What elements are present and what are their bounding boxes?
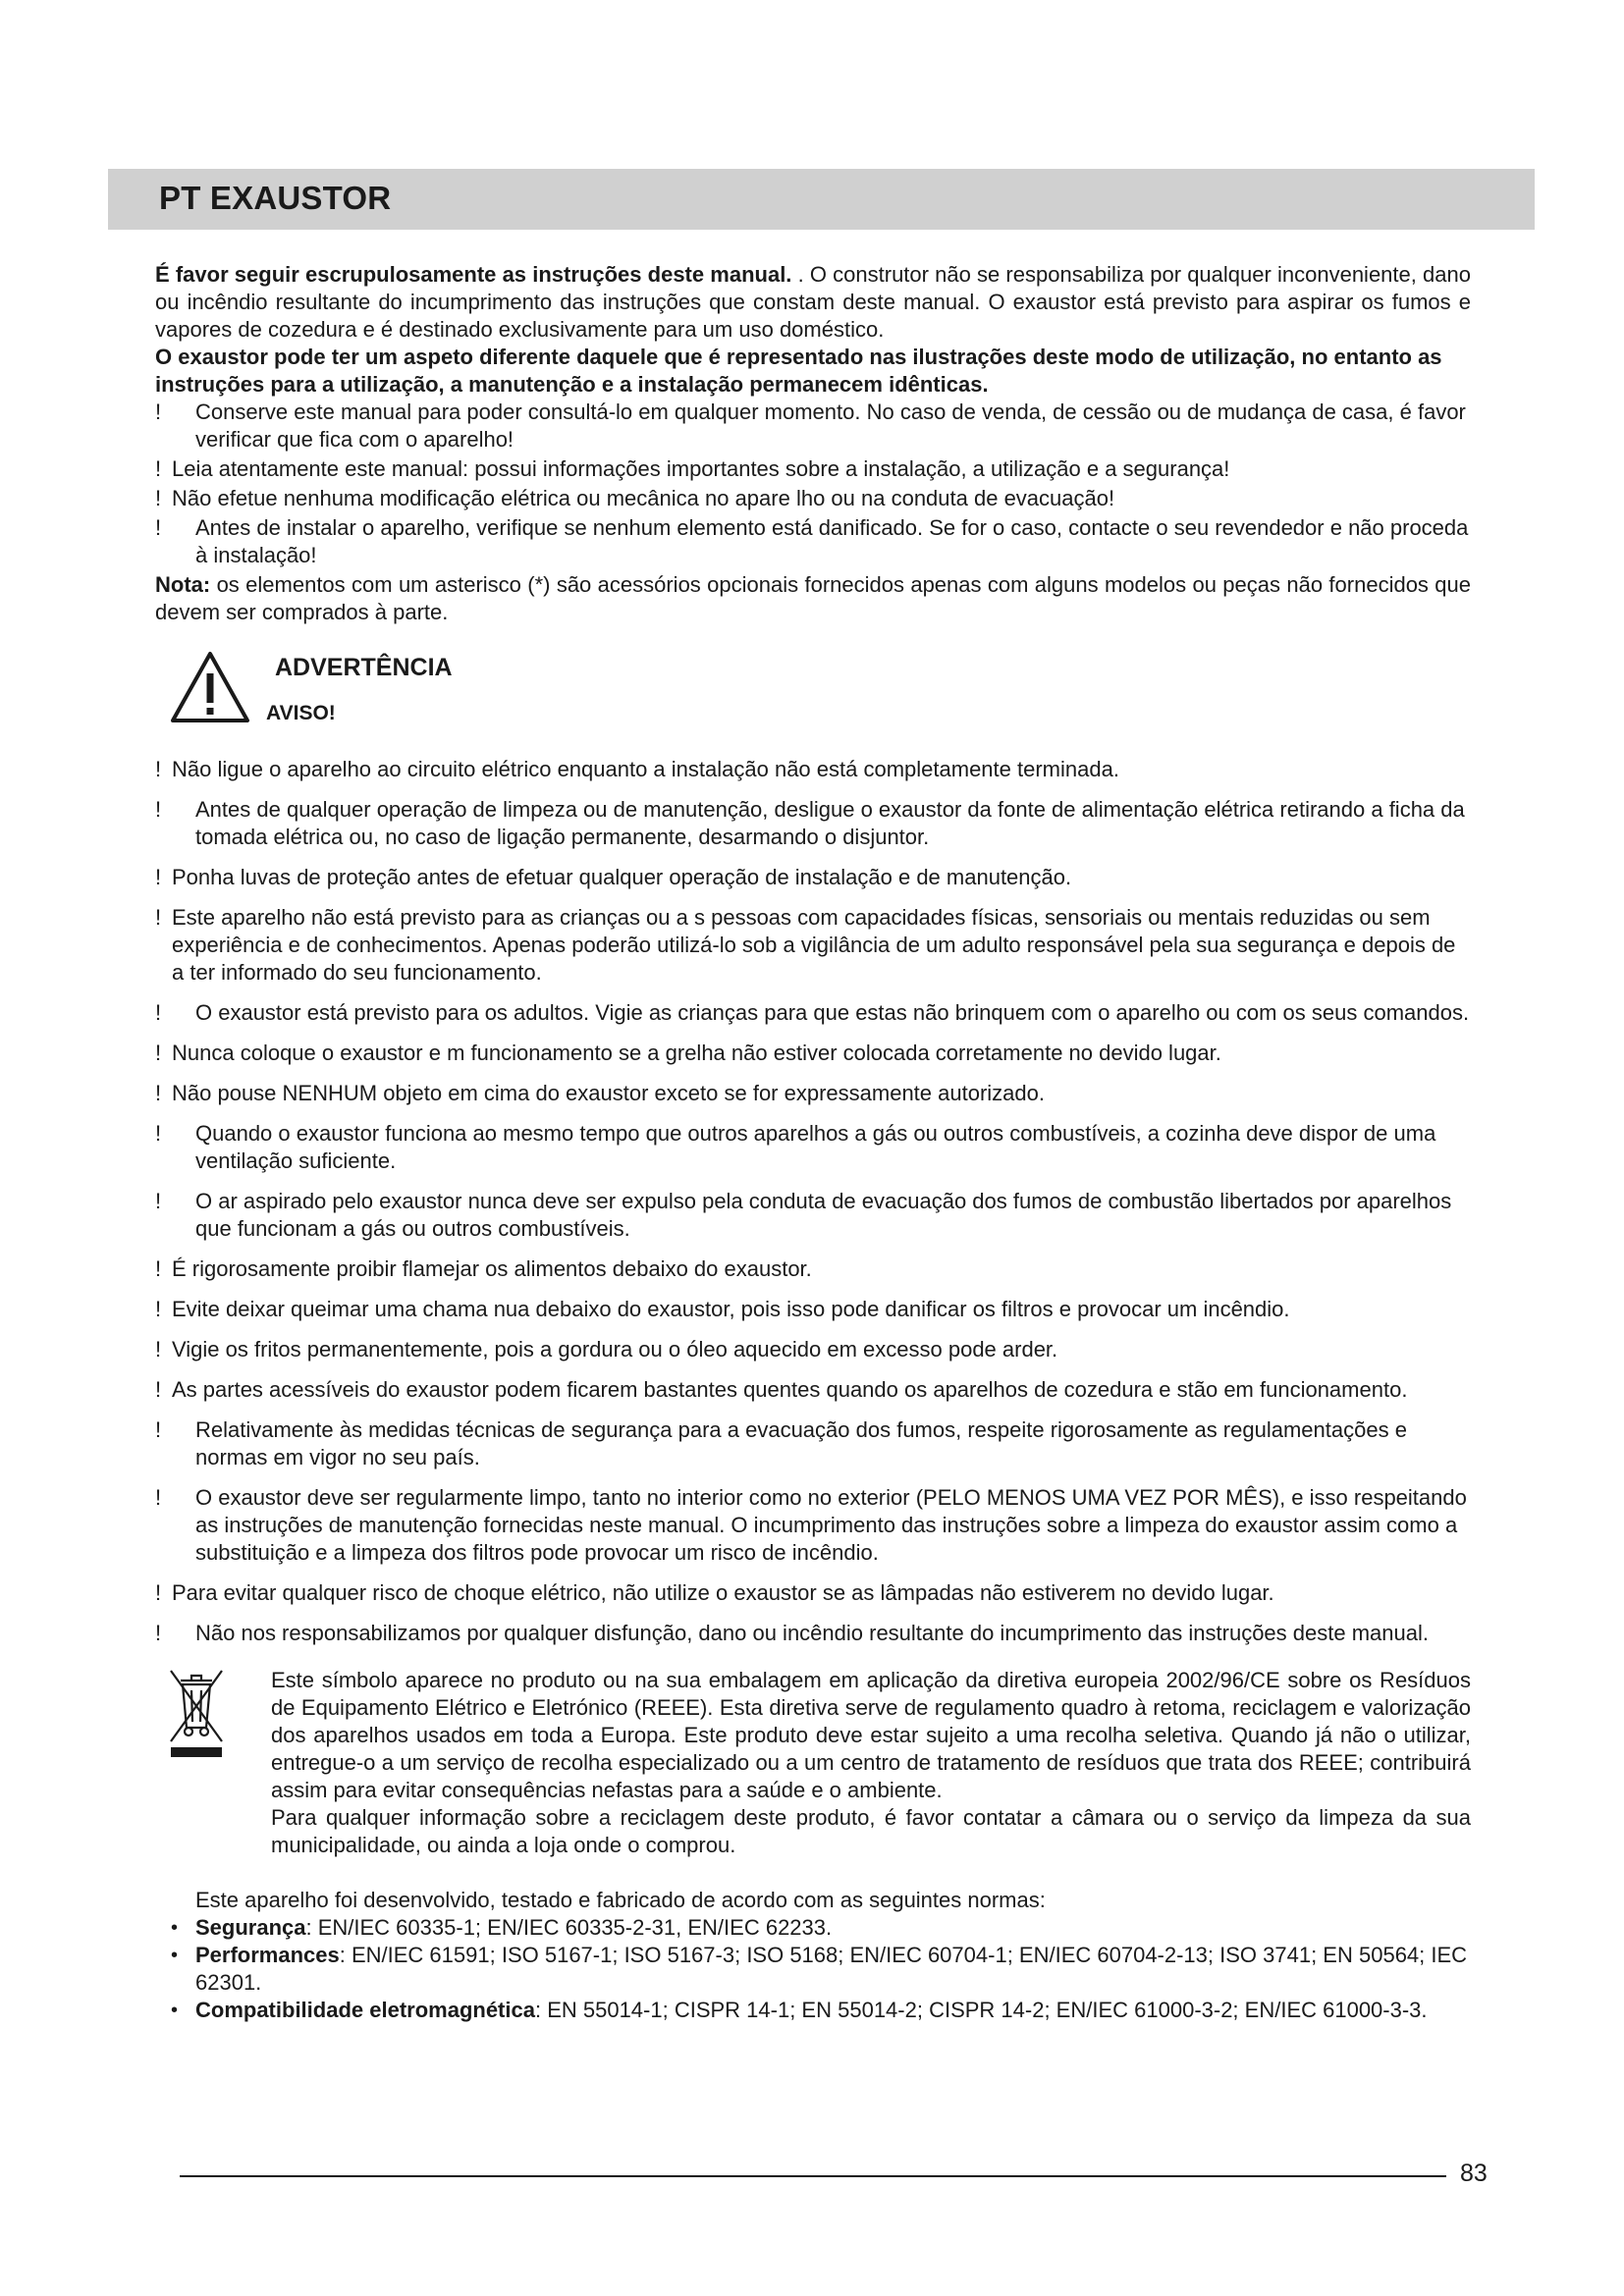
standards-section [155,1887,1471,2024]
standards-intro: Este aparelho foi desenvolvido, testado e fabricado de acordo com as seguintes normas: [195,1888,1046,1912]
exclamation-icon: ! [155,1297,162,1321]
warning-subtitle: AVISO! [266,702,336,724]
exclamation-icon: ! [155,515,162,540]
crossed-bin-icon [165,1667,228,1759]
list-item: ! Nunca coloque o exaustor e m funcionamento se a grelha não estiver colocada corretamente no devido lugar. [155,1041,1221,1065]
exclamation-icon: ! [155,1377,162,1402]
section-title: PT EXAUSTOR [159,180,392,216]
page-number: 83 [1460,2160,1488,2187]
warning-bullet-list [155,756,1471,1647]
section-header-bar [108,169,1535,230]
exclamation-icon: ! [155,1337,162,1362]
standard-item: • Compatibilidade eletromagnética: EN 55014-1; CISPR 14-1; EN 55014-2; CISPR 14-2; EN/IEC 61000-3-2; EN/IEC 61000-3-3. [171,1998,1428,2022]
bullet-dot-icon: • [171,2000,179,2021]
intro-bold-note: O exaustor pode ter um aspeto diferente daquele que é representado nas ilustrações deste modo de utilização, no entanto as instruções para a utilização, a manutenção e a instalação permanecem idênticas. [155,345,1442,397]
exclamation-icon: ! [155,1041,162,1065]
intro-bullet-list [155,399,1471,569]
list-item: ! O exaustor está previsto para os adultos. Vigie as crianças para que estas não brinquem com o aparelho ou com os seus comandos. [155,1000,1470,1025]
list-item: ! Antes de instalar o aparelho, verifique se nenhum elemento está danificado. Se for o caso, contacte o seu revendedor e não proceda à instalação! [155,515,1469,567]
exclamation-icon: ! [155,1580,162,1605]
warning-title: ADVERTÊNCIA [275,654,453,681]
intro-text: . O construtor não se responsabiliza por qualquer inconveniente, dano ou incêndio resultante do incumprimento das instruções que constam deste manual. O exaustor está previsto para aspirar os fumos e vapores de cozedura e é destinado exclusivamente para um uso doméstico. [155,262,1471,342]
standard-item: • Performances: EN/IEC 61591; ISO 5167-1; ISO 5167-3; ISO 5168; EN/IEC 60704-1; EN/IEC 60704-2-13; ISO 3741; EN 50564; IEC 62301. [171,1943,1468,1995]
warning-header [155,646,1471,756]
exclamation-icon: ! [155,1621,162,1645]
weee-paragraph: Este símbolo aparece no produto ou na sua embalagem em aplicação da diretiva europeia 2002/96/CE sobre os Resíduos de Equipamento Elétrico e Eletrónico (REEE). Esta diretiva serve de regulamento quadro à retoma, reciclagem e valorização dos aparelhos usados em toda a Europa. Este produto deve estar sujeito a uma recolha seletiva. Quando já não o utilizar, entregue-o a um serviço de recolha especializado ou a um centro de tratamento de resíduos que trata dos REEE; contribuirá assim para evitar consequências nefastas para a saúde e o ambiente. [271,1668,1471,1802]
exclamation-icon: ! [155,1189,162,1213]
list-item: ! Para evitar qualquer risco de choque elétrico, não utilize o exaustor se as lâmpadas não estiverem no devido lugar. [155,1580,1274,1605]
exclamation-icon: ! [155,1081,162,1105]
list-item: ! Quando o exaustor funciona ao mesmo tempo que outros aparelhos a gás ou outros combustíveis, a cozinha deve dispor de uma ventilação suficiente. [155,1121,1436,1173]
exclamation-icon: ! [155,905,162,930]
bullet-dot-icon: • [171,1917,179,1939]
list-item: ! Vigie os fritos permanentemente, pois a gordura ou o óleo aquecido em excesso pode arder. [155,1337,1058,1362]
weee-section [155,1667,1471,1859]
exclamation-icon: ! [155,400,162,424]
list-item: ! Ponha luvas de proteção antes de efetuar qualquer operação de instalação e de manutenção. [155,865,1072,889]
list-item: ! Relativamente às medidas técnicas de segurança para a evacuação dos fumos, respeite rigorosamente as regulamentações e normas em vigor no seu país. [155,1417,1407,1469]
list-item: ! Leia atentamente este manual: possui informações importantes sobre a instalação, a utilização e a segurança! [155,456,1230,481]
list-item: ! Não nos responsabilizamos por qualquer disfunção, dano ou incêndio resultante do incumprimento das instruções deste manual. [155,1621,1429,1645]
list-item: ! Não pouse NENHUM objeto em cima do exaustor exceto se for expressamente autorizado. [155,1081,1045,1105]
exclamation-icon: ! [155,1256,162,1281]
list-item: ! As partes acessíveis do exaustor podem ficarem bastantes quentes quando os aparelhos de cozedura e stão em funcionamento. [155,1377,1408,1402]
exclamation-icon: ! [155,1417,162,1442]
list-item: ! Não ligue o aparelho ao circuito elétrico enquanto a instalação não está completamente terminada. [155,757,1119,781]
list-item: ! Conserve este manual para poder consultá-lo em qualquer momento. No caso de venda, de cessão ou de mudança de casa, é favor verificar que fica com o aparelho! [155,400,1466,452]
exclamation-icon: ! [155,865,162,889]
list-item: ! O ar aspirado pelo exaustor nunca deve ser expulso pela conduta de evacuação dos fumos de combustão libertados por aparelhos que funcionam a gás ou outros combustíveis. [155,1189,1452,1241]
intro-bold-lead: É favor seguir escrupulosamente as instruções deste manual. [155,262,792,287]
list-item: ! Este aparelho não está previsto para as crianças ou a s pessoas com capacidades físicas, sensoriais ou mentais reduzidas ou sem experiência e de conhecimentos. Apenas poderão utilizá-lo sob a vigilância de um adulto responsável pela sua segurança e depois de a ter informado do seu funcionamento. [155,905,1456,985]
list-item: ! Antes de qualquer operação de limpeza ou de manutenção, desligue o exaustor da fonte de alimentação elétrica retirando a ficha da tomada elétrica ou, no caso de ligação permanente, desarmando o disjuntor. [155,797,1465,849]
standard-item: • Segurança: EN/IEC 60335-1; EN/IEC 60335-2-31, EN/IEC 62233. [171,1915,833,1940]
footer-divider [180,2175,1446,2177]
bullet-dot-icon: • [171,1945,179,1966]
note-paragraph: Nota: os elementos com um asterisco (*) são acessórios opcionais fornecidos apenas com alguns modelos ou peças não fornecidos que devem ser comprados à parte. [155,572,1471,624]
list-item: ! Não efetue nenhuma modificação elétrica ou mecânica no apare lho ou na conduta de evacuação! [155,486,1115,510]
weee-recycling-info: Para qualquer informação sobre a reciclagem deste produto, é favor contatar a câmara ou o serviço da limpeza da sua municipalidade, ou ainda a loja onde o comprou. [271,1805,1471,1857]
exclamation-icon: ! [155,797,162,822]
intro-paragraph [155,261,1471,344]
exclamation-icon: ! [155,1000,162,1025]
list-item: ! Evite deixar queimar uma chama nua debaixo do exaustor, pois isso pode danificar os filtros e provocar um incêndio. [155,1297,1290,1321]
document-body [155,261,1471,2024]
exclamation-icon: ! [155,757,162,781]
exclamation-icon: ! [155,486,162,510]
list-item: ! É rigorosamente proibir flamejar os alimentos debaixo do exaustor. [155,1256,812,1281]
warning-triangle-icon [169,650,251,726]
exclamation-icon: ! [155,1121,162,1146]
exclamation-icon: ! [155,1485,162,1510]
exclamation-icon: ! [155,456,162,481]
list-item: ! O exaustor deve ser regularmente limpo, tanto no interior como no exterior (PELO MENOS UMA VEZ POR MÊS), e isso respeitando as instruções de manutenção fornecidas neste manual. O incumprimento das instruções sobre a limpeza do exaustor assim como a substituição e a limpeza dos filtros pode provocar um risco de incêndio. [155,1485,1467,1565]
note-label: Nota: [155,572,211,597]
